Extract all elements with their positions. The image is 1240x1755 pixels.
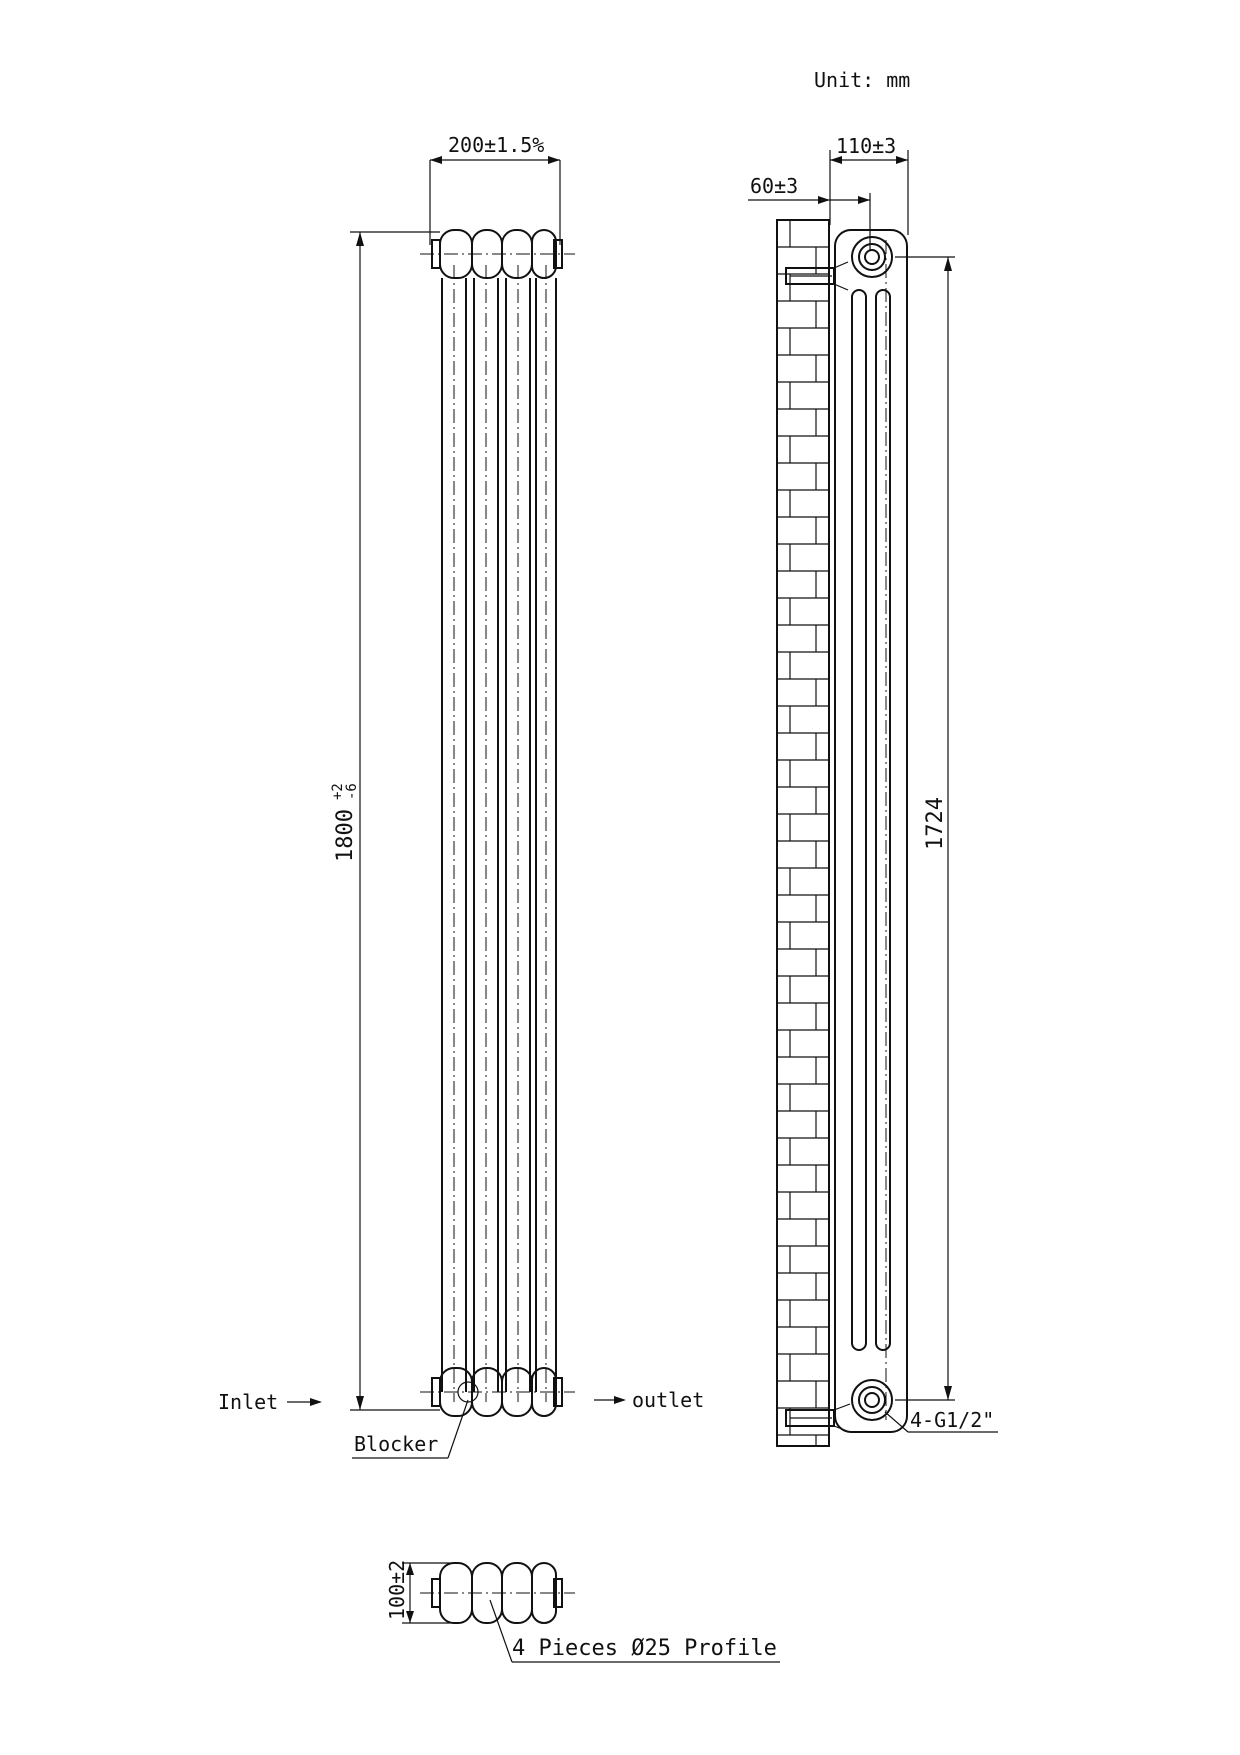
height-dimension-tolerance-minus: -6 (344, 783, 360, 800)
centres-dimension (895, 257, 955, 1400)
top-header (420, 230, 575, 278)
inlet-label: Inlet (218, 1390, 279, 1414)
height-dimension (330, 232, 440, 1410)
profile-label: 4 Pieces Ø25 Profile (512, 1636, 777, 1661)
front-view (218, 133, 704, 1458)
connection-label: 4-G1/2" (910, 1408, 995, 1432)
profile-view (385, 1560, 780, 1662)
wall-dimension-label: 60±3 (750, 174, 799, 198)
radiator-side-body (786, 230, 907, 1432)
unit-note: Unit: mm (814, 68, 911, 92)
profile-leader (490, 1600, 780, 1662)
depth-dimension-label: 110±3 (836, 134, 897, 158)
profile-dimension-label: 100±2 (385, 1559, 409, 1620)
width-dimension-label: 200±1.5% (448, 133, 545, 157)
depth-dimension (830, 134, 908, 235)
wall-dimension (748, 174, 870, 250)
blocker-leader (352, 1400, 468, 1458)
height-dimension-label: 1800 (333, 809, 358, 862)
blocker-label: Blocker (354, 1432, 439, 1456)
inlet-arrow (218, 1390, 322, 1414)
height-dimension-tolerance-plus: +2 (330, 783, 346, 800)
centres-dimension-label: 1724 (923, 797, 948, 850)
outlet-label: outlet (632, 1388, 705, 1412)
wall (777, 220, 829, 1446)
radiator-columns (442, 265, 556, 1402)
profile-shape (420, 1563, 575, 1623)
width-dimension (430, 133, 560, 245)
side-view (748, 134, 998, 1446)
outlet-arrow (594, 1388, 704, 1412)
